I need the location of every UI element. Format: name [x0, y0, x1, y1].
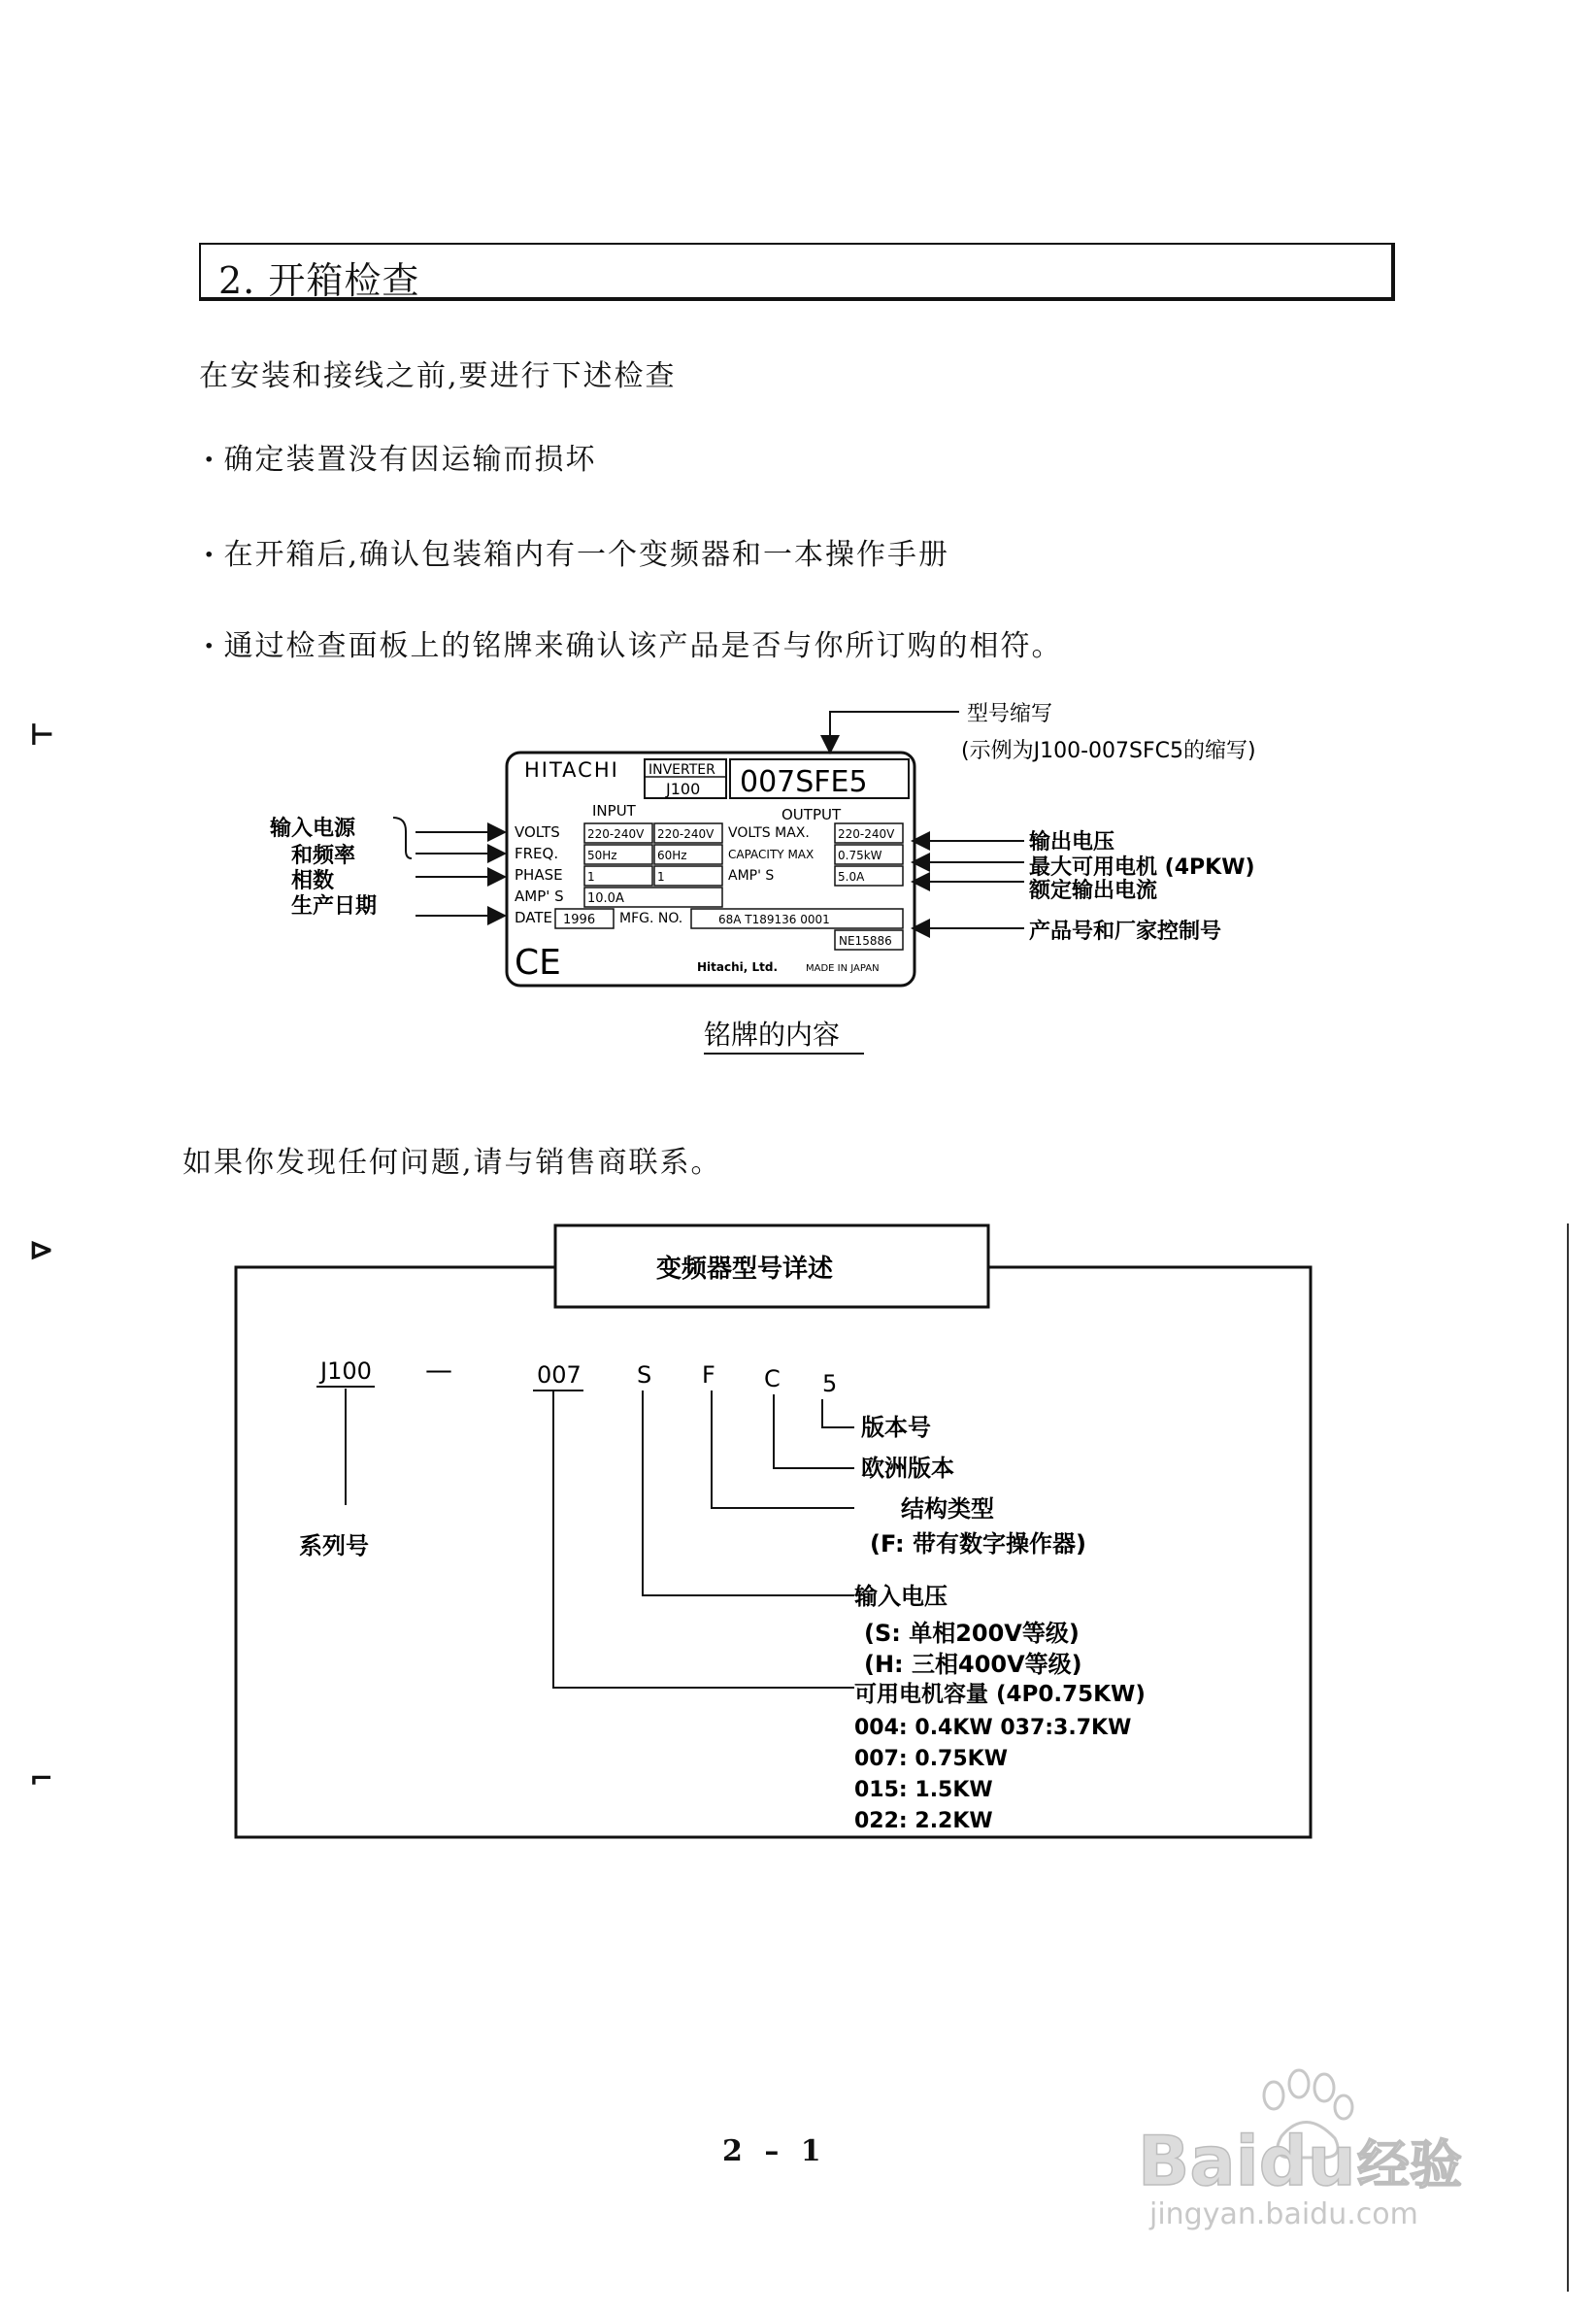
- input-header: INPUT: [592, 802, 636, 820]
- watermark-url: jingyan.baidu.com: [1149, 2197, 1418, 2231]
- nameplate-brand: HITACHI: [524, 758, 619, 782]
- bullet-text-3: 通过检查面板上的铭牌来确认该产品是否与你所订购的相符。: [223, 629, 1063, 663]
- row-label-phase: PHASE: [515, 866, 563, 884]
- series-number-label: 系列号: [299, 1532, 369, 1559]
- row-phase-v2: 1: [657, 870, 665, 884]
- capacity-line-2: 007: 0.75KW: [854, 1747, 1008, 1771]
- right-label-capacity: 最大可用电机 (4PKW): [1029, 855, 1255, 880]
- code-version: 5: [822, 1370, 838, 1397]
- scan-mark: ⊢: [29, 719, 55, 753]
- structure-label: 结构类型: [901, 1495, 994, 1523]
- left-label-phase: 相数: [291, 869, 335, 893]
- capacity-line-1: 004: 0.4KW 037:3.7KW: [854, 1716, 1132, 1740]
- capacity-label: 可用电机容量 (4P0.75KW): [854, 1682, 1146, 1707]
- capacity-line-4: 022: 2.2KW: [854, 1809, 993, 1833]
- contact-text: 如果你发现任何问题,请与销售商联系。: [183, 1146, 722, 1180]
- top-label-example: (示例为J100-007SFC5的缩写): [961, 739, 1256, 763]
- voltage-s: (S: 单相200V等级): [864, 1620, 1080, 1647]
- row-label-volts: VOLTS: [515, 823, 560, 841]
- bullet-text-1: 确定装置没有因运输而损坏: [223, 443, 597, 477]
- capacity-line-3: 015: 1.5KW: [854, 1778, 993, 1802]
- out-label-capacity: CAPACITY MAX: [728, 848, 815, 861]
- scan-mark: ⊳: [29, 1233, 54, 1267]
- model-frame: [236, 1267, 1311, 1837]
- code-structure: F: [702, 1361, 715, 1389]
- version-label: 版本号: [861, 1414, 931, 1441]
- code-voltage: S: [637, 1361, 652, 1389]
- code-dash: —: [425, 1354, 452, 1386]
- code-series: J100: [320, 1357, 372, 1385]
- left-label-freq: 和频率: [291, 844, 356, 868]
- watermark-cn: 经验: [1357, 2134, 1462, 2195]
- left-label-power: 输入电源: [270, 817, 356, 841]
- right-label-current: 额定输出电流: [1029, 879, 1158, 903]
- bullet-dot: ·: [204, 538, 216, 572]
- inverter-label: INVERTER: [648, 762, 715, 778]
- series-label: J100: [666, 780, 701, 798]
- out-label-volts: VOLTS MAX.: [728, 825, 810, 841]
- left-label-date: 生产日期: [291, 894, 378, 919]
- voltage-h: (H: 三相400V等级): [864, 1651, 1082, 1678]
- model-title: 变频器型号详述: [656, 1255, 834, 1284]
- eu-version-label: 欧洲版本: [861, 1455, 954, 1482]
- watermark-brand: Baidu: [1138, 2122, 1356, 2201]
- ce-mark: CE: [515, 943, 561, 983]
- mfg-label: MFG. NO.: [619, 911, 683, 926]
- row-freq-v1: 50Hz: [587, 849, 617, 862]
- top-label-abbrev: 型号缩写: [967, 702, 1053, 726]
- code-capacity: 007: [537, 1361, 582, 1389]
- voltage-label: 输入电压: [854, 1583, 948, 1610]
- scan-edge-line: [1567, 1223, 1569, 2292]
- maker-name: Hitachi, Ltd.: [697, 960, 779, 974]
- nameplate-caption: 铭牌的内容: [704, 1019, 841, 1051]
- mfg-value: 68A T189136 0001: [718, 913, 830, 926]
- scan-mark: ⌐: [29, 1762, 54, 1796]
- bullet-dot: ·: [204, 629, 216, 663]
- bullet-text-2: 在开箱后,确认包装箱内有一个变频器和一本操作手册: [223, 538, 949, 572]
- page-number: 2 – 1: [722, 2134, 827, 2168]
- ne-code: NE15886: [839, 934, 892, 948]
- baidu-watermark: [1136, 2068, 1505, 2233]
- date-label: DATE: [515, 909, 553, 926]
- date-value: 1996: [563, 913, 596, 927]
- section-title: 2. 开箱检查: [218, 259, 420, 302]
- row-volts-v2: 220-240V: [657, 827, 715, 841]
- out-label-amps: AMP' S: [728, 868, 775, 884]
- model-code: 007SFE5: [740, 765, 868, 799]
- row-freq-v2: 60Hz: [657, 849, 687, 862]
- row-amps-v1: 10.0A: [587, 891, 624, 906]
- structure-note: (F: 带有数字操作器): [870, 1530, 1086, 1558]
- out-value-amps: 5.0A: [838, 870, 865, 884]
- row-volts-v1: 220-240V: [587, 827, 645, 841]
- out-value-volts: 220-240V: [838, 827, 895, 841]
- intro-text: 在安装和接线之前,要进行下述检查: [199, 359, 677, 393]
- code-eu: C: [764, 1365, 781, 1392]
- right-label-serial: 产品号和厂家控制号: [1029, 920, 1222, 944]
- row-label-freq: FREQ.: [515, 845, 559, 862]
- right-label-volts: 输出电压: [1029, 830, 1115, 854]
- output-header: OUTPUT: [781, 806, 842, 823]
- made-in: MADE IN JAPAN: [806, 963, 880, 974]
- out-value-capacity: 0.75kW: [838, 849, 882, 862]
- row-phase-v1: 1: [587, 870, 595, 884]
- row-label-amps: AMP' S: [515, 888, 564, 905]
- bullet-dot: ·: [204, 443, 216, 477]
